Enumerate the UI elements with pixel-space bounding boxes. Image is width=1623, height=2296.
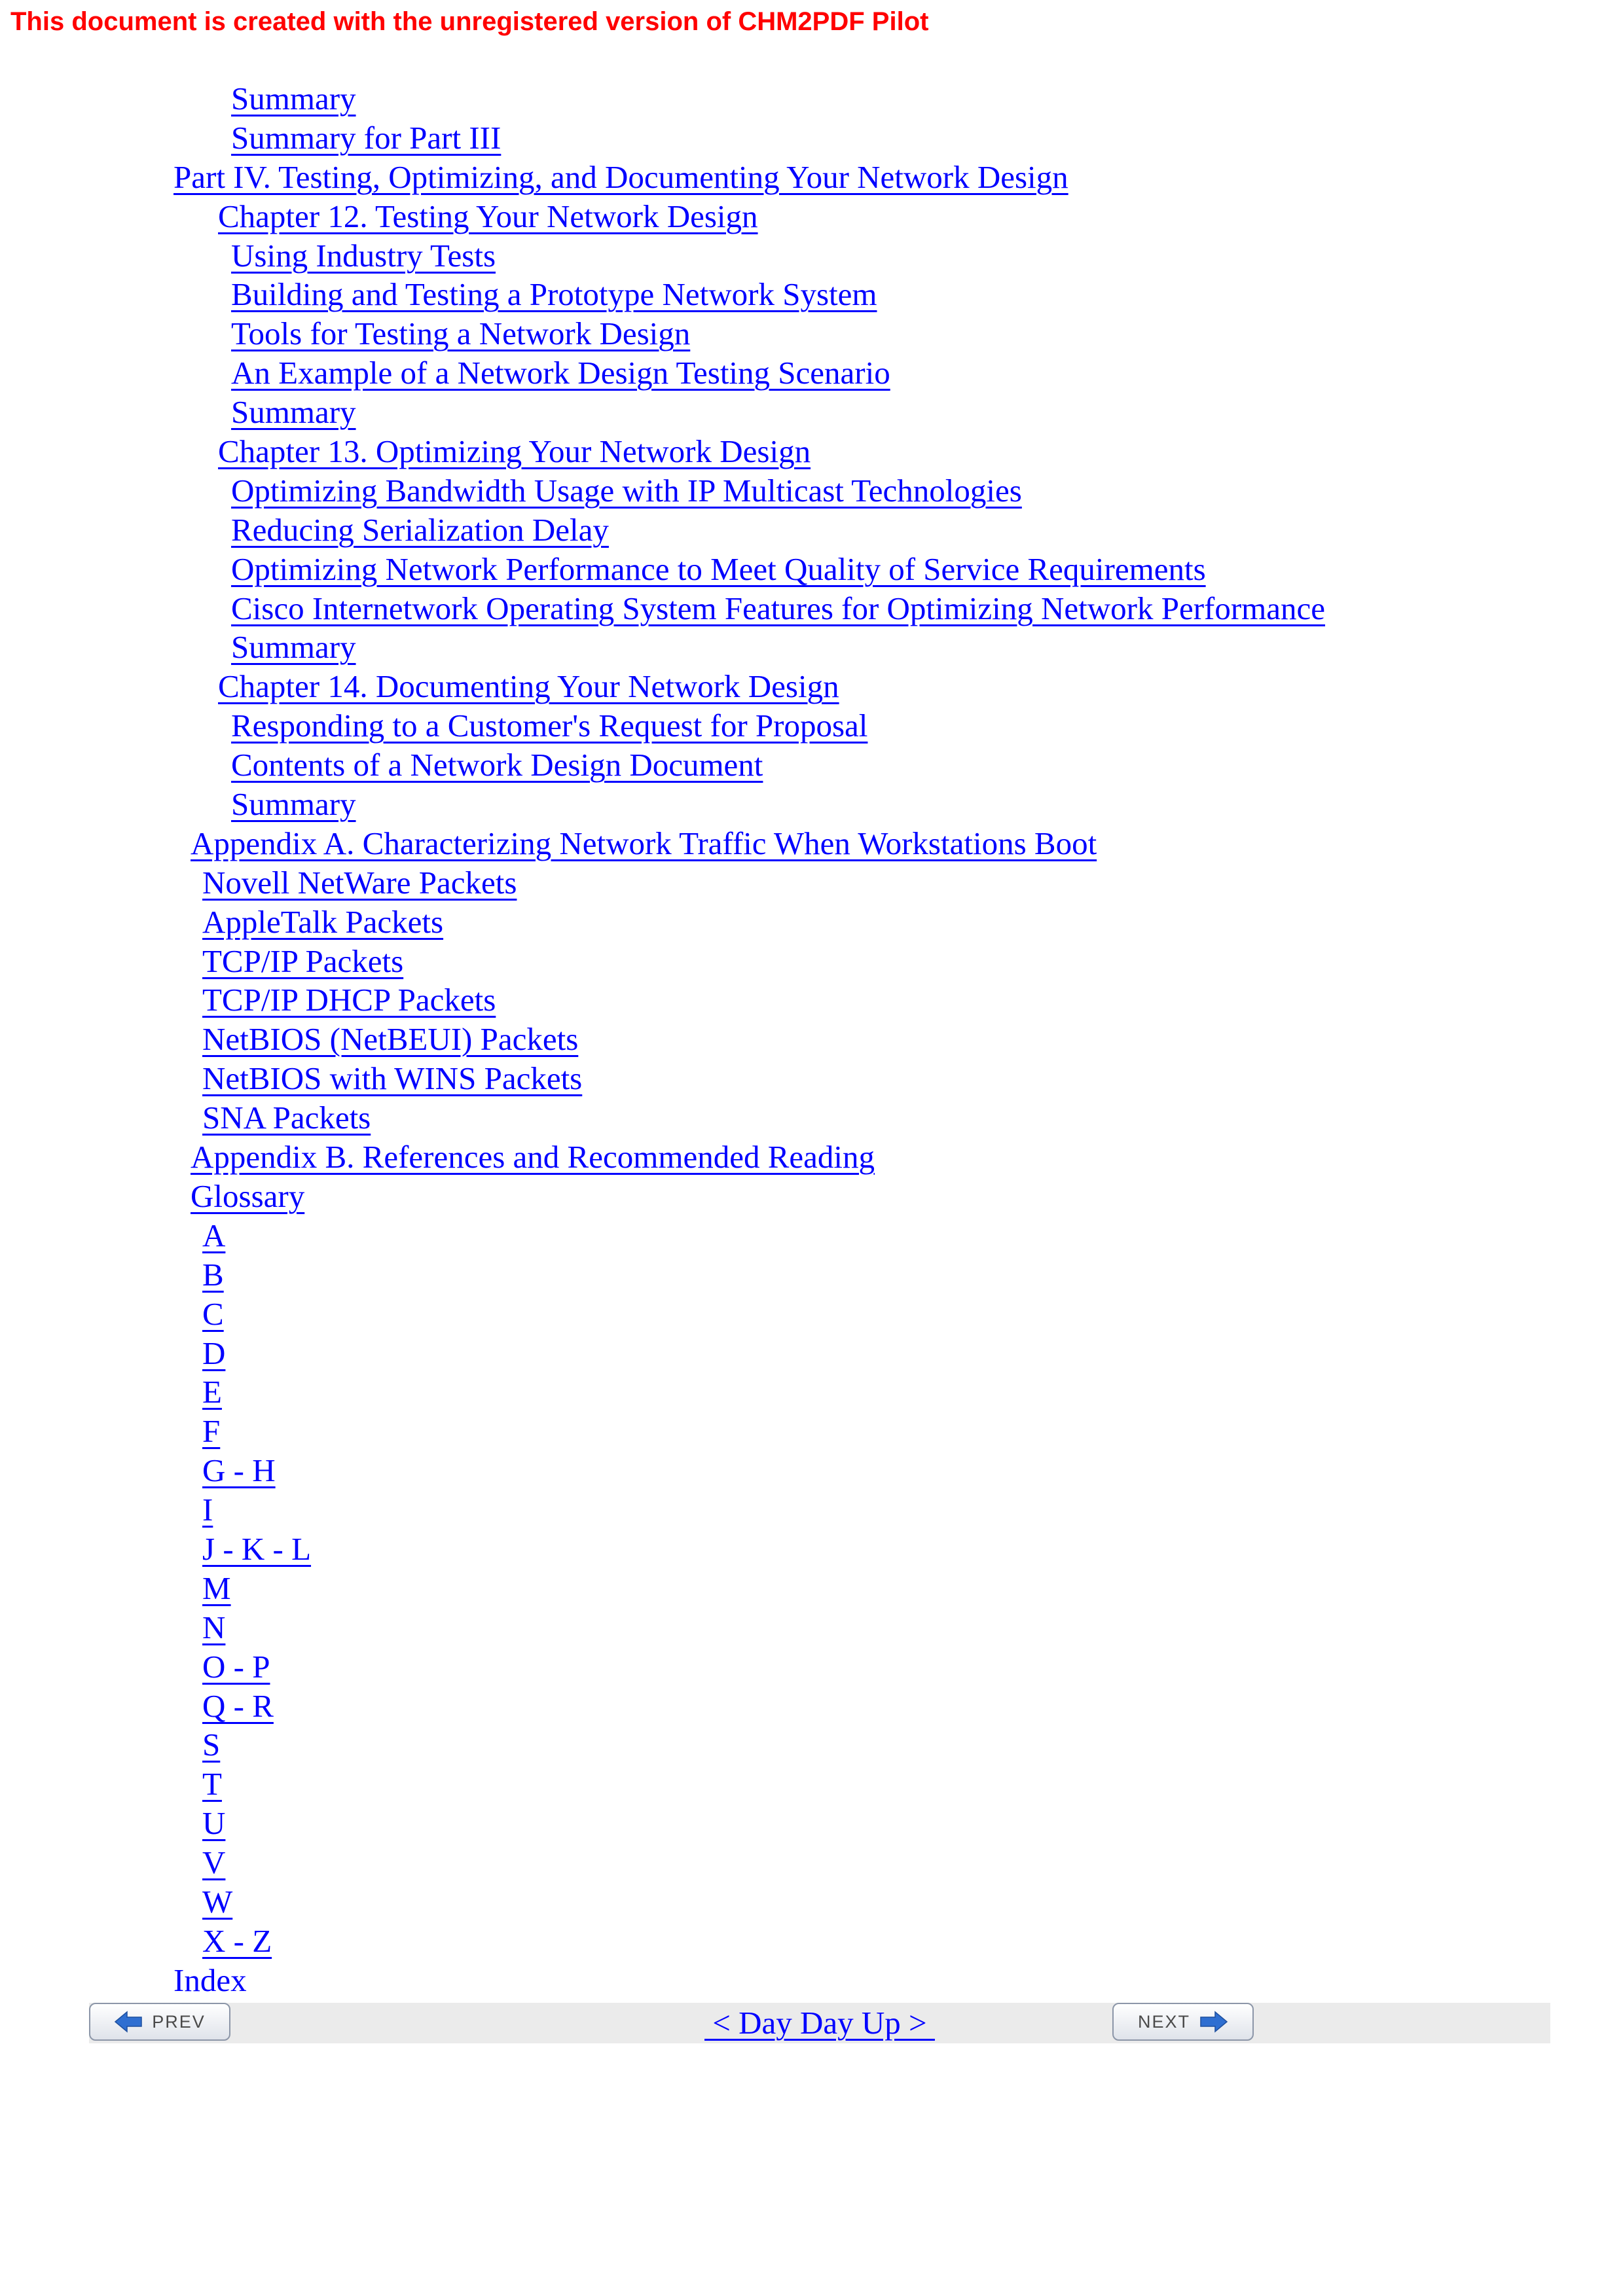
watermark-text: This document is created with the unregistered version of CHM2PDF Pilot [10, 7, 929, 36]
toc-link[interactable]: F [202, 1413, 221, 1450]
toc-entry [0, 1804, 1623, 1843]
day-day-up-link[interactable]: < Day Day Up > [704, 2005, 935, 2041]
toc-entry [0, 785, 1623, 824]
toc-link[interactable]: Appendix B. References and Recommended Reading [191, 1139, 875, 1175]
toc-link[interactable]: Optimizing Bandwidth Usage with IP Multicast Technologies [231, 472, 1022, 509]
toc-entry [0, 1098, 1623, 1138]
toc-entry [0, 314, 1623, 353]
toc-link[interactable]: TCP/IP DHCP Packets [202, 982, 496, 1018]
toc-entry [0, 980, 1623, 1020]
toc-link[interactable]: Responding to a Customer's Request for Proposal [231, 708, 868, 744]
toc-entry [0, 824, 1623, 863]
toc-entry [0, 942, 1623, 981]
toc-entry [0, 903, 1623, 942]
toc-entry [0, 1882, 1623, 1922]
next-button[interactable] [1112, 2003, 1254, 2041]
toc-entry [0, 158, 1623, 197]
toc-link[interactable]: V [202, 1844, 226, 1881]
toc-entry [0, 1687, 1623, 1726]
toc-entry [0, 236, 1623, 276]
toc-link[interactable]: Novell NetWare Packets [202, 864, 517, 901]
table-of-contents [0, 79, 1623, 2000]
toc-link[interactable]: TCP/IP Packets [202, 942, 404, 979]
toc-entry [0, 353, 1623, 393]
toc-link[interactable]: NetBIOS with WINS Packets [202, 1060, 583, 1097]
arrow-right-icon [1199, 2010, 1228, 2034]
toc-link[interactable]: Chapter 12. Testing Your Network Design [218, 198, 758, 234]
toc-link[interactable]: Using Industry Tests [231, 237, 496, 274]
toc-link[interactable]: AppleTalk Packets [202, 903, 444, 940]
toc-entry [0, 1961, 1623, 2000]
toc-link[interactable]: J - K - L [202, 1530, 312, 1567]
toc-link[interactable]: M [202, 1570, 231, 1606]
toc-link[interactable]: Summary for Part III [231, 119, 501, 156]
toc-entry [0, 1725, 1623, 1765]
toc-link[interactable]: D [202, 1335, 226, 1371]
toc-entry [0, 511, 1623, 550]
toc-entry [0, 1530, 1623, 1569]
prev-button[interactable] [89, 2003, 230, 2041]
toc-entry [0, 706, 1623, 745]
toc-entry [0, 1608, 1623, 1647]
toc-link[interactable]: O - P [202, 1648, 270, 1685]
toc-link[interactable]: T [202, 1766, 222, 1803]
toc-entry [0, 275, 1623, 314]
toc-link[interactable]: Q - R [202, 1687, 274, 1724]
toc-link[interactable]: Contents of a Network Design Document [231, 747, 763, 783]
toc-entry [0, 1412, 1623, 1451]
toc-entry [0, 550, 1623, 589]
toc-link[interactable]: Summary [231, 629, 356, 666]
toc-entry [0, 118, 1623, 158]
toc-entry [0, 1020, 1623, 1059]
prev-label: PREV [152, 2011, 206, 2032]
toc-entry [0, 1334, 1623, 1373]
toc-link[interactable]: Reducing Serialization Delay [231, 511, 609, 548]
toc-link[interactable]: S [202, 1727, 221, 1763]
toc-link[interactable]: Part IV. Testing, Optimizing, and Documenting Your Network Design [173, 158, 1068, 195]
toc-entry [0, 471, 1623, 511]
toc-link[interactable]: W [202, 1883, 233, 1920]
toc-link[interactable]: Optimizing Network Performance to Meet Quality of Service Requirements [231, 550, 1206, 587]
toc-entry [0, 79, 1623, 118]
toc-entry [0, 589, 1623, 628]
toc-link[interactable]: Appendix A. Characterizing Network Traffic When Workstations Boot [191, 825, 1097, 861]
toc-entry [0, 197, 1623, 236]
toc-link[interactable]: Glossary [191, 1177, 305, 1214]
toc-link[interactable]: U [202, 1805, 226, 1842]
toc-entry [0, 863, 1623, 903]
toc-link[interactable]: SNA Packets [202, 1100, 371, 1136]
toc-link[interactable]: Summary [231, 786, 356, 823]
toc-entry [0, 1843, 1623, 1882]
toc-entry [0, 1138, 1623, 1177]
toc-link[interactable]: Building and Testing a Prototype Network System [231, 276, 877, 313]
toc-link[interactable]: Chapter 14. Documenting Your Network Design [218, 668, 839, 705]
toc-entry [0, 1295, 1623, 1334]
toc-label: Index [173, 1962, 247, 1998]
navigation-bar [89, 2003, 1550, 2043]
toc-link[interactable]: I [202, 1492, 213, 1528]
toc-link[interactable]: G - H [202, 1452, 276, 1489]
toc-entry [0, 1490, 1623, 1530]
toc-entry [0, 432, 1623, 471]
toc-entry [0, 1765, 1623, 1804]
toc-link[interactable]: N [202, 1609, 226, 1645]
toc-link[interactable]: Cisco Internetwork Operating System Features for Optimizing Network Performance [231, 590, 1326, 626]
toc-link[interactable]: B [202, 1256, 224, 1293]
toc-link[interactable]: Tools for Testing a Network Design [231, 315, 691, 352]
toc-entry [0, 1569, 1623, 1608]
toc-entry [0, 745, 1623, 785]
arrow-left-icon [114, 2010, 143, 2034]
toc-link[interactable]: A [202, 1217, 226, 1253]
toc-entry [0, 1216, 1623, 1255]
toc-entry [0, 393, 1623, 432]
toc-entry [0, 1177, 1623, 1216]
toc-link[interactable]: C [202, 1295, 224, 1332]
toc-link[interactable]: E [202, 1374, 222, 1410]
toc-entry [0, 1372, 1623, 1412]
toc-link[interactable]: X - Z [202, 1922, 272, 1959]
toc-entry [0, 1255, 1623, 1295]
next-label: NEXT [1137, 2011, 1190, 2032]
toc-link[interactable]: Summary [231, 394, 356, 431]
toc-entry [0, 667, 1623, 706]
toc-link[interactable]: NetBIOS (NetBEUI) Packets [202, 1021, 579, 1058]
toc-entry [0, 628, 1623, 667]
toc-link[interactable]: Summary [231, 81, 356, 117]
toc-entry [0, 1922, 1623, 1961]
toc-entry [0, 1059, 1623, 1098]
toc-entry [0, 1451, 1623, 1490]
toc-link[interactable]: An Example of a Network Design Testing Scenario [231, 355, 890, 391]
toc-entry [0, 1647, 1623, 1687]
toc-link[interactable]: Chapter 13. Optimizing Your Network Design [218, 433, 811, 470]
